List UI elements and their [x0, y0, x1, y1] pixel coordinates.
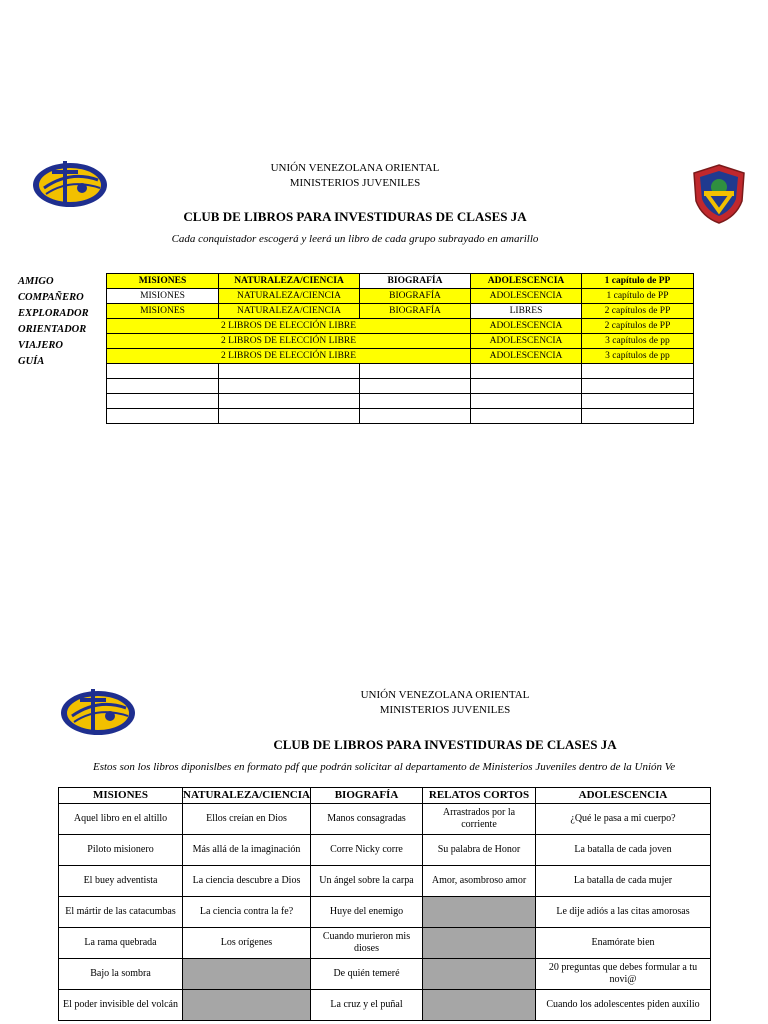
column-header-naturaleza: NATURALEZA/CIENCIA — [183, 788, 311, 804]
table-cell — [219, 364, 360, 379]
table-cell: Enamórate bien — [536, 928, 711, 959]
table-cell — [107, 409, 219, 424]
class-label-explorador: EXPLORADOR — [18, 308, 89, 319]
table-cell: 1 capítulo de PP — [582, 274, 694, 289]
table-row — [107, 394, 694, 409]
table-cell: 2 LIBROS DE ELECCIÓN LIBRE — [107, 349, 471, 364]
table-cell — [582, 409, 694, 424]
table-cell: BIOGRAFÍA — [360, 304, 471, 319]
column-header-misiones: MISIONES — [59, 788, 183, 804]
table-cell: Manos consagradas — [311, 804, 423, 835]
page-title: CLUB DE LIBROS PARA INVESTIDURAS DE CLASES JA — [183, 209, 527, 224]
table-row — [59, 959, 711, 990]
table-cell: ADOLESCENCIA — [471, 319, 582, 334]
table-cell: 20 preguntas que debes formular a tu novi@ — [536, 959, 711, 990]
table-cell: Piloto misionero — [59, 835, 183, 866]
table-cell — [471, 409, 582, 424]
table-cell: Bajo la sombra — [59, 959, 183, 990]
table-row — [107, 334, 694, 349]
table-cell — [360, 394, 471, 409]
table-cell: NATURALEZA/CIENCIA — [219, 289, 360, 304]
table-cell: BIOGRAFÍA — [360, 274, 471, 289]
page-subtitle: Estos son los libros diponislbes en formato pdf que podrán solicitar al departamento de Ministerios Juveniles dentro de la Unión Ve — [93, 761, 676, 773]
table-cell: Aquel libro en el altillo — [59, 804, 183, 835]
table-row — [107, 349, 694, 364]
table-cell: Arrastrados por la corriente — [423, 804, 536, 835]
class-label-amigo: AMIGO — [18, 276, 54, 287]
class-label-companero: COMPAÑERO — [18, 292, 84, 303]
class-label-guia: GUÍA — [18, 356, 45, 367]
table-header-row — [59, 788, 711, 804]
table-row — [59, 835, 711, 866]
table-cell: La batalla de cada joven — [536, 835, 711, 866]
empty-cell — [423, 928, 536, 959]
table-cell: 2 capítulos de PP — [582, 304, 694, 319]
page-title: CLUB DE LIBROS PARA INVESTIDURAS DE CLASES JA — [273, 737, 617, 752]
table-cell: Ellos creían en Dios — [183, 804, 311, 835]
empty-cell — [183, 959, 311, 990]
table-row — [107, 409, 694, 424]
table-row — [107, 319, 694, 334]
table-cell: El buey adventista — [59, 866, 183, 897]
table-cell: MISIONES — [107, 304, 219, 319]
empty-cell — [423, 897, 536, 928]
class-label-viajero: VIAJERO — [18, 340, 63, 351]
table-cell — [219, 379, 360, 394]
table-cell: De quién temeré — [311, 959, 423, 990]
class-label-list — [18, 274, 108, 370]
table-cell — [107, 394, 219, 409]
table-cell: Huye del enemigo — [311, 897, 423, 928]
table-cell: Cuando murieron mis dioses — [311, 928, 423, 959]
table-cell: ¿Qué le pasa a mi cuerpo? — [536, 804, 711, 835]
table-cell — [360, 409, 471, 424]
table-cell: La ciencia contra la fe? — [183, 897, 311, 928]
table-cell: Cuando los adolescentes piden auxilio — [536, 990, 711, 1021]
table-cell — [107, 379, 219, 394]
class-label-orientador: ORIENTADOR — [18, 324, 87, 335]
column-header-adolescencia: ADOLESCENCIA — [536, 788, 711, 804]
table-cell: 1 capítulo de PP — [582, 289, 694, 304]
table-row — [59, 804, 711, 835]
table-cell: Un ángel sobre la carpa — [311, 866, 423, 897]
column-header-relatos: RELATOS CORTOS — [423, 788, 536, 804]
table-cell — [471, 379, 582, 394]
empty-cell — [183, 990, 311, 1021]
table-cell: Corre Nicky corre — [311, 835, 423, 866]
table-cell: BIOGRAFÍA — [360, 289, 471, 304]
table-cell: MISIONES — [107, 289, 219, 304]
page-subtitle: Cada conquistador escogerá y leerá un libro de cada grupo subrayado en amarillo — [171, 233, 539, 245]
table-cell — [360, 364, 471, 379]
column-header-biografia: BIOGRAFÍA — [311, 788, 423, 804]
table-cell: 3 capítulos de pp — [582, 334, 694, 349]
table-cell: La cruz y el puñal — [311, 990, 423, 1021]
table-cell: NATURALEZA/CIENCIA — [219, 274, 360, 289]
empty-cell — [423, 959, 536, 990]
table-cell — [219, 409, 360, 424]
pathfinder-shield-icon — [692, 163, 746, 225]
table-row — [107, 364, 694, 379]
table-cell — [582, 394, 694, 409]
table-row — [59, 866, 711, 897]
empty-cell — [423, 990, 536, 1021]
table-cell — [582, 364, 694, 379]
table-row — [107, 289, 694, 304]
table-cell — [471, 394, 582, 409]
table-cell: Su palabra de Honor — [423, 835, 536, 866]
table-row — [107, 379, 694, 394]
table-cell: Le dije adiós a las citas amorosas — [536, 897, 711, 928]
table-cell — [360, 379, 471, 394]
table-cell — [219, 394, 360, 409]
table-cell: LIBRES — [471, 304, 582, 319]
available-books-table — [58, 787, 711, 1021]
table-cell: La batalla de cada mujer — [536, 866, 711, 897]
table-cell: ADOLESCENCIA — [471, 349, 582, 364]
table-cell — [107, 364, 219, 379]
table-row — [107, 274, 694, 289]
table-cell: La rama quebrada — [59, 928, 183, 959]
table-cell: El poder invisible del volcán — [59, 990, 183, 1021]
org-name-line2: MINISTERIOS JUVENILES — [379, 704, 511, 716]
table-cell: El mártir de las catacumbas — [59, 897, 183, 928]
table-row — [107, 304, 694, 319]
table-cell: Más allá de la imaginación — [183, 835, 311, 866]
ja-logo-icon — [30, 158, 110, 210]
table-cell — [471, 364, 582, 379]
table-cell: 2 LIBROS DE ELECCIÓN LIBRE — [107, 319, 471, 334]
ja-logo-icon — [58, 686, 138, 738]
table-cell: Amor, asombroso amor — [423, 866, 536, 897]
table-cell: 2 LIBROS DE ELECCIÓN LIBRE — [107, 334, 471, 349]
table-cell: ADOLESCENCIA — [471, 274, 582, 289]
table-row — [59, 928, 711, 959]
table-cell: ADOLESCENCIA — [471, 334, 582, 349]
table-cell: ADOLESCENCIA — [471, 289, 582, 304]
table-cell: 2 capítulos de PP — [582, 319, 694, 334]
table-cell: NATURALEZA/CIENCIA — [219, 304, 360, 319]
table-cell: MISIONES — [107, 274, 219, 289]
table-cell: 3 capítulos de pp — [582, 349, 694, 364]
table-cell: La ciencia descubre a Dios — [183, 866, 311, 897]
org-name-line2: MINISTERIOS JUVENILES — [289, 177, 421, 189]
org-name-line1: UNIÓN VENEZOLANA ORIENTAL — [270, 162, 440, 174]
table-row — [59, 990, 711, 1021]
table-row — [59, 897, 711, 928]
table-cell: Los orígenes — [183, 928, 311, 959]
org-name-line1: UNIÓN VENEZOLANA ORIENTAL — [360, 689, 530, 701]
table-cell — [582, 379, 694, 394]
class-requirements-table — [106, 273, 694, 424]
